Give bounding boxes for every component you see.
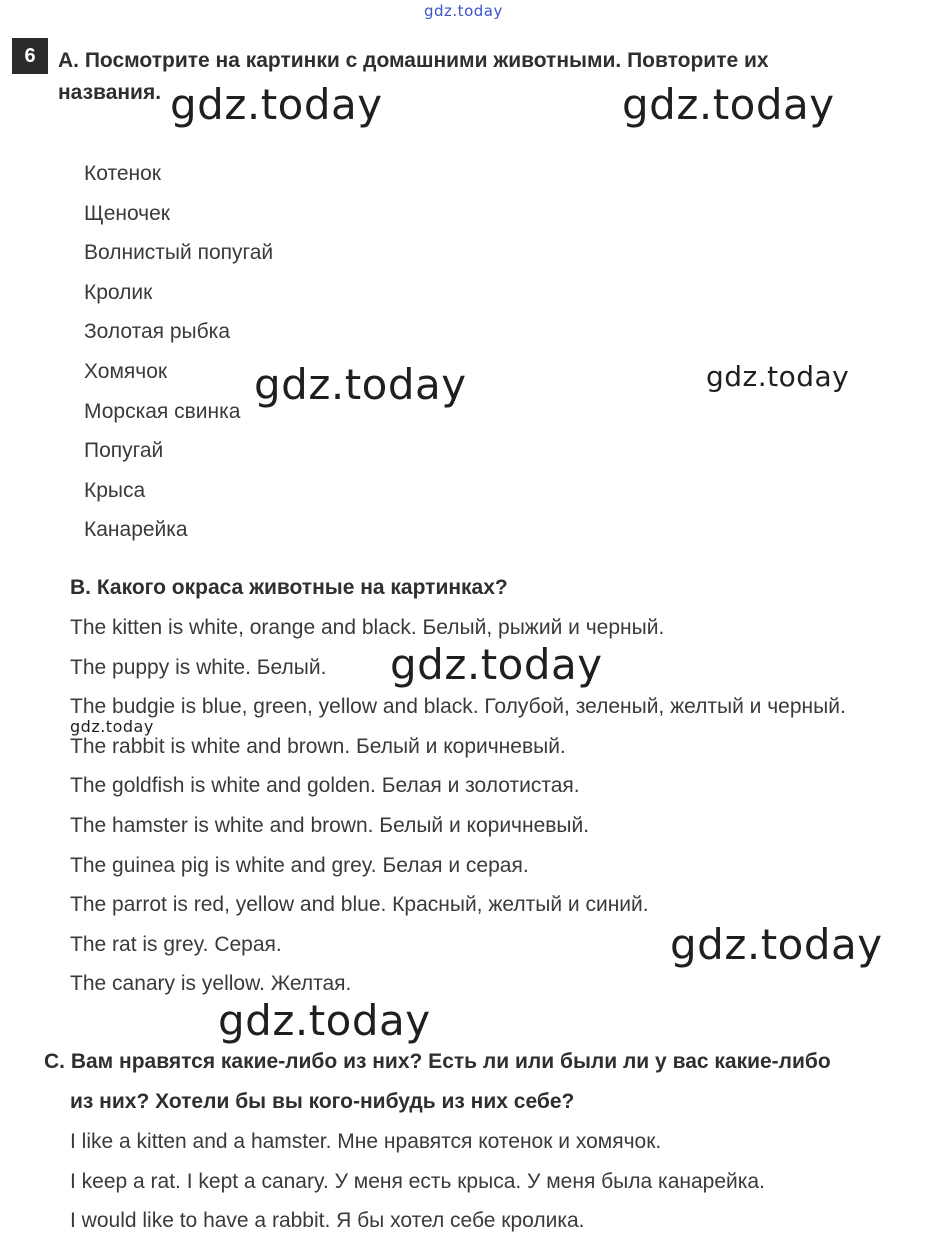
section-a-title (58, 41, 922, 81)
answer-line: The parrot is red, yellow and blue. Красный, желтый и синий. (70, 893, 649, 917)
watermark: gdz.today (254, 360, 467, 409)
answer-line: The hamster is white and brown. Белый и коричневый. (70, 813, 590, 837)
section-a-list (84, 154, 273, 550)
answer-line: The rat is grey. Серая. (70, 932, 282, 956)
list-item: Канарейка (84, 518, 188, 542)
watermark: gdz.today (70, 717, 154, 736)
answer-line: The puppy is white. Белый. (70, 655, 327, 679)
section-c-answers (70, 1122, 765, 1241)
answer-line: The budgie is blue, green, yellow and black. Голубой, зеленый, желтый и черный. (70, 695, 846, 719)
answer-line: The guinea pig is white and grey. Белая и серая. (70, 853, 529, 877)
exercise-number-badge: 6 (12, 38, 48, 74)
watermark: gdz.today (390, 640, 603, 689)
list-item: Волнистый попугай (84, 241, 274, 265)
watermark: gdz.today (622, 80, 835, 129)
section-b-title: B. Какого окраса животные на картинках? (70, 576, 508, 599)
watermark: gdz.today (706, 360, 850, 393)
list-item: Морская свинка (84, 399, 241, 423)
list-item: Попугай (84, 439, 164, 463)
list-item: Золотая рыбка (84, 320, 231, 344)
answer-line: I would like to have a rabbit. Я бы хотел себе кролика. (70, 1209, 585, 1233)
answer-line: The canary is yellow. Желтая. (70, 972, 352, 996)
watermark: gdz.today (670, 920, 883, 969)
list-item: Хомячок (84, 359, 168, 383)
section-c-title-line2: из них? Хотели бы вы кого-нибудь из них себе? (70, 1090, 575, 1113)
section-a-title-line1: A. Посмотрите на картинки с домашними животными. Повторите их (58, 49, 769, 72)
list-item: Щеночек (84, 201, 170, 225)
answer-line: I like a kitten and a hamster. Мне нравятся котенок и хомячок. (70, 1130, 662, 1153)
section-c-title-line1: C. Вам нравятся какие-либо из них? Есть ли или были ли у вас какие-либо (44, 1050, 831, 1073)
watermark: gdz.today (218, 996, 431, 1045)
watermark: gdz.today (170, 80, 383, 129)
list-item: Котенок (84, 162, 161, 185)
section-b-answers (70, 608, 846, 1004)
watermark-top: gdz.today (424, 2, 503, 20)
list-item: Кролик (84, 280, 153, 304)
answer-line: I keep a rat. I kept a canary. У меня есть крыса. У меня была канарейка. (70, 1169, 765, 1193)
answer-line: The rabbit is white and brown. Белый и коричневый. (70, 734, 566, 758)
answer-line: The kitten is white, orange and black. Белый, рыжий и черный. (70, 616, 665, 639)
answer-line: The goldfish is white and golden. Белая и золотистая. (70, 774, 580, 798)
list-item: Крыса (84, 478, 146, 502)
section-a-title-line2: названия. (58, 81, 162, 104)
